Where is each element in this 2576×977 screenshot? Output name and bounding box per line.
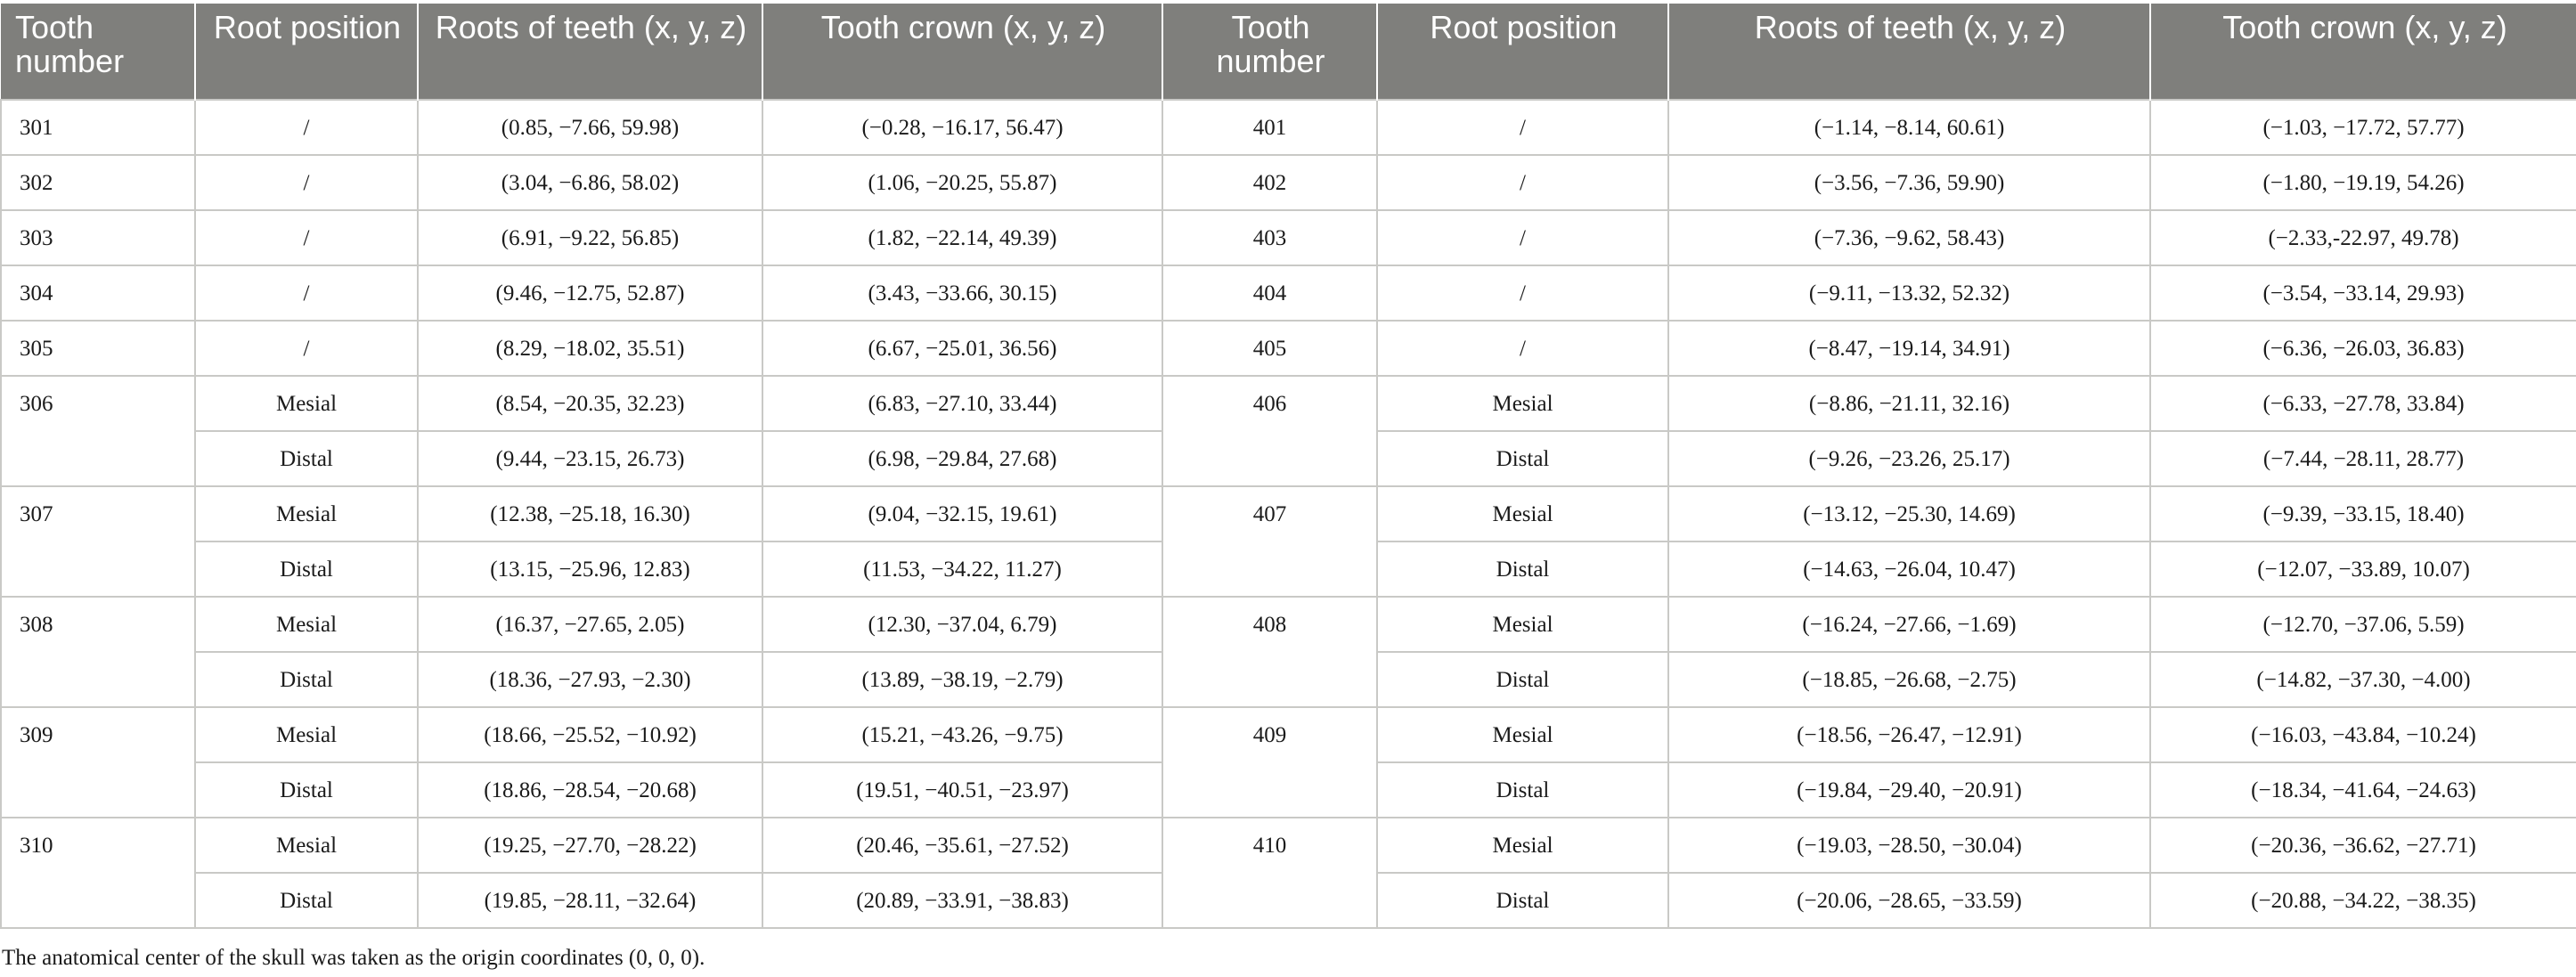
root-position-cell: / [1377, 155, 1668, 210]
root-coordinates-cell: (−19.84, −29.40, −20.91) [1668, 762, 2150, 818]
root-coordinates-cell: (8.29, −18.02, 35.51) [418, 321, 762, 376]
root-position-cell: Distal [1377, 762, 1668, 818]
crown-coordinates-cell: (15.21, −43.26, −9.75) [762, 707, 1162, 762]
root-position-cell: Distal [195, 873, 418, 928]
root-coordinates-cell: (−20.06, −28.65, −33.59) [1668, 873, 2150, 928]
table-row [1, 265, 2576, 321]
header-root-position-left: Root position [195, 4, 418, 100]
table-row [1, 155, 2576, 210]
tooth-number-cell: 310 [1, 818, 195, 928]
root-position-cell: Distal [195, 652, 418, 707]
root-coordinates-cell: (8.54, −20.35, 32.23) [418, 376, 762, 431]
crown-coordinates-cell: (20.46, −35.61, −27.52) [762, 818, 1162, 873]
tooth-coordinates-table [0, 4, 2576, 929]
root-position-cell: / [1377, 265, 1668, 321]
root-position-cell: Mesial [195, 818, 418, 873]
crown-coordinates-cell: (6.67, −25.01, 36.56) [762, 321, 1162, 376]
header-roots-of-teeth-left: Roots of teeth (x, y, z) [418, 4, 762, 100]
tooth-number-cell: 303 [1, 210, 195, 265]
tooth-number-cell: 408 [1162, 597, 1377, 707]
root-coordinates-cell: (−9.26, −23.26, 25.17) [1668, 431, 2150, 486]
root-coordinates-cell: (3.04, −6.86, 58.02) [418, 155, 762, 210]
table-row [1, 707, 2576, 762]
tooth-number-cell: 403 [1162, 210, 1377, 265]
root-coordinates-cell: (18.86, −28.54, −20.68) [418, 762, 762, 818]
root-coordinates-cell: (−3.56, −7.36, 59.90) [1668, 155, 2150, 210]
tooth-number-cell: 304 [1, 265, 195, 321]
root-coordinates-cell: (0.85, −7.66, 59.98) [418, 100, 762, 155]
crown-coordinates-cell: (6.98, −29.84, 27.68) [762, 431, 1162, 486]
root-position-cell: Mesial [1377, 818, 1668, 873]
table-row [1, 486, 2576, 541]
crown-coordinates-cell: (19.51, −40.51, −23.97) [762, 762, 1162, 818]
root-coordinates-cell: (−8.86, −21.11, 32.16) [1668, 376, 2150, 431]
table-row [1, 210, 2576, 265]
root-position-cell: Mesial [195, 376, 418, 431]
root-position-cell: / [1377, 321, 1668, 376]
tooth-number-cell: 405 [1162, 321, 1377, 376]
crown-coordinates-cell: (6.83, −27.10, 33.44) [762, 376, 1162, 431]
root-coordinates-cell: (9.46, −12.75, 52.87) [418, 265, 762, 321]
root-position-cell: Distal [1377, 652, 1668, 707]
root-position-cell: Distal [1377, 873, 1668, 928]
tooth-number-cell: 410 [1162, 818, 1377, 928]
root-coordinates-cell: (19.85, −28.11, −32.64) [418, 873, 762, 928]
root-position-cell: / [195, 321, 418, 376]
root-coordinates-cell: (−19.03, −28.50, −30.04) [1668, 818, 2150, 873]
coordinates-table-container [0, 4, 2576, 929]
root-position-cell: Mesial [1377, 486, 1668, 541]
crown-coordinates-cell: (−20.88, −34.22, −38.35) [2150, 873, 2576, 928]
root-coordinates-cell: (−16.24, −27.66, −1.69) [1668, 597, 2150, 652]
crown-coordinates-cell: (−0.28, −16.17, 56.47) [762, 100, 1162, 155]
root-position-cell: Mesial [1377, 376, 1668, 431]
crown-coordinates-cell: (20.89, −33.91, −38.83) [762, 873, 1162, 928]
tooth-number-cell: 308 [1, 597, 195, 707]
root-position-cell: Mesial [1377, 597, 1668, 652]
root-position-cell: Mesial [195, 597, 418, 652]
tooth-number-cell: 409 [1162, 707, 1377, 818]
header-roots-of-teeth-right: Roots of teeth (x, y, z) [1668, 4, 2150, 100]
root-coordinates-cell: (6.91, −9.22, 56.85) [418, 210, 762, 265]
tooth-number-cell: 309 [1, 707, 195, 818]
tooth-number-cell: 401 [1162, 100, 1377, 155]
tooth-number-cell: 306 [1, 376, 195, 486]
tooth-number-cell: 301 [1, 100, 195, 155]
root-position-cell: Distal [1377, 541, 1668, 597]
tooth-number-cell: 402 [1162, 155, 1377, 210]
root-coordinates-cell: (9.44, −23.15, 26.73) [418, 431, 762, 486]
tooth-number-cell: 307 [1, 486, 195, 597]
crown-coordinates-cell: (−16.03, −43.84, −10.24) [2150, 707, 2576, 762]
crown-coordinates-cell: (−1.03, −17.72, 57.77) [2150, 100, 2576, 155]
crown-coordinates-cell: (12.30, −37.04, 6.79) [762, 597, 1162, 652]
table-row [1, 597, 2576, 652]
root-position-cell: / [195, 210, 418, 265]
root-coordinates-cell: (−8.47, −19.14, 34.91) [1668, 321, 2150, 376]
root-coordinates-cell: (18.66, −25.52, −10.92) [418, 707, 762, 762]
root-coordinates-cell: (−18.56, −26.47, −12.91) [1668, 707, 2150, 762]
crown-coordinates-cell: (−6.33, −27.78, 33.84) [2150, 376, 2576, 431]
root-position-cell: / [195, 155, 418, 210]
header-tooth-number-left: Tooth number [1, 4, 195, 100]
tooth-number-cell: 404 [1162, 265, 1377, 321]
root-coordinates-cell: (−9.11, −13.32, 52.32) [1668, 265, 2150, 321]
crown-coordinates-cell: (1.82, −22.14, 49.39) [762, 210, 1162, 265]
root-position-cell: Mesial [195, 486, 418, 541]
root-position-cell: Mesial [195, 707, 418, 762]
root-position-cell: Distal [195, 762, 418, 818]
table-row [1, 818, 2576, 873]
table-row [1, 100, 2576, 155]
root-position-cell: Distal [1377, 431, 1668, 486]
header-root-position-right: Root position [1377, 4, 1668, 100]
root-coordinates-cell: (16.37, −27.65, 2.05) [418, 597, 762, 652]
crown-coordinates-cell: (−1.80, −19.19, 54.26) [2150, 155, 2576, 210]
header-tooth-crown-left: Tooth crown (x, y, z) [762, 4, 1162, 100]
root-position-cell: Distal [195, 431, 418, 486]
crown-coordinates-cell: (3.43, −33.66, 30.15) [762, 265, 1162, 321]
crown-coordinates-cell: (−14.82, −37.30, −4.00) [2150, 652, 2576, 707]
root-position-cell: / [1377, 210, 1668, 265]
header-row [1, 4, 2576, 100]
root-coordinates-cell: (13.15, −25.96, 12.83) [418, 541, 762, 597]
crown-coordinates-cell: (−18.34, −41.64, −24.63) [2150, 762, 2576, 818]
table-footnote: The anatomical center of the skull was taken as the origin coordinates (0, 0, 0). [2, 946, 705, 970]
root-coordinates-cell: (19.25, −27.70, −28.22) [418, 818, 762, 873]
tooth-number-cell: 407 [1162, 486, 1377, 597]
crown-coordinates-cell: (−7.44, −28.11, 28.77) [2150, 431, 2576, 486]
crown-coordinates-cell: (−6.36, −26.03, 36.83) [2150, 321, 2576, 376]
root-position-cell: Distal [195, 541, 418, 597]
tooth-number-cell: 406 [1162, 376, 1377, 486]
crown-coordinates-cell: (−3.54, −33.14, 29.93) [2150, 265, 2576, 321]
crown-coordinates-cell: (−12.07, −33.89, 10.07) [2150, 541, 2576, 597]
header-tooth-crown-right: Tooth crown (x, y, z) [2150, 4, 2576, 100]
root-position-cell: / [195, 265, 418, 321]
header-tooth-number-right: Tooth number [1162, 4, 1377, 100]
root-coordinates-cell: (12.38, −25.18, 16.30) [418, 486, 762, 541]
crown-coordinates-cell: (−20.36, −36.62, −27.71) [2150, 818, 2576, 873]
crown-coordinates-cell: (−9.39, −33.15, 18.40) [2150, 486, 2576, 541]
crown-coordinates-cell: (11.53, −34.22, 11.27) [762, 541, 1162, 597]
root-coordinates-cell: (−1.14, −8.14, 60.61) [1668, 100, 2150, 155]
root-coordinates-cell: (−14.63, −26.04, 10.47) [1668, 541, 2150, 597]
crown-coordinates-cell: (1.06, −20.25, 55.87) [762, 155, 1162, 210]
root-position-cell: / [1377, 100, 1668, 155]
table-row [1, 321, 2576, 376]
root-coordinates-cell: (18.36, −27.93, −2.30) [418, 652, 762, 707]
crown-coordinates-cell: (9.04, −32.15, 19.61) [762, 486, 1162, 541]
root-position-cell: / [195, 100, 418, 155]
table-row [1, 376, 2576, 431]
tooth-number-cell: 305 [1, 321, 195, 376]
root-coordinates-cell: (−13.12, −25.30, 14.69) [1668, 486, 2150, 541]
tooth-number-cell: 302 [1, 155, 195, 210]
root-coordinates-cell: (−18.85, −26.68, −2.75) [1668, 652, 2150, 707]
crown-coordinates-cell: (−12.70, −37.06, 5.59) [2150, 597, 2576, 652]
root-position-cell: Mesial [1377, 707, 1668, 762]
root-coordinates-cell: (−7.36, −9.62, 58.43) [1668, 210, 2150, 265]
crown-coordinates-cell: (13.89, −38.19, −2.79) [762, 652, 1162, 707]
crown-coordinates-cell: (−2.33,-22.97, 49.78) [2150, 210, 2576, 265]
